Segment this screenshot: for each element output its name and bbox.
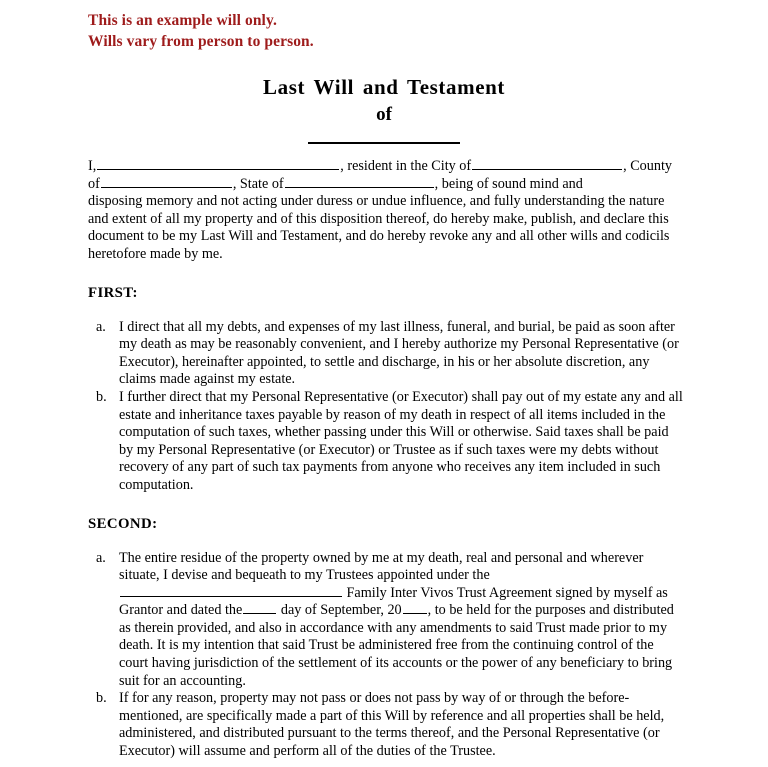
page-title: Last Will and Testament (263, 75, 505, 99)
list-item (88, 690, 686, 760)
list-item (88, 550, 686, 691)
testator-name-blank[interactable] (97, 158, 339, 170)
disclaimer-notice (88, 10, 314, 52)
list-item-text-part-4: , to be held for the purposes and distributed as therein provided, and also in accordance with any amendments to said Trust made prior to my death. It is my intention that said Trust be administered free from the continuing control of the court having jurisdiction of the settlement of its accounts or the power of any beneficiary to bring suit for an accounting. (119, 602, 674, 689)
list-item (88, 319, 686, 389)
preamble-after-city: , County (623, 158, 672, 174)
document-body (88, 158, 686, 761)
disclaimer-line-2: Wills vary from person to person. (88, 33, 314, 50)
disclaimer-line-1: This is an example will only. (88, 12, 277, 29)
spacer (88, 264, 686, 285)
list-marker: a. (96, 318, 106, 335)
title-block (0, 74, 768, 144)
spacer (88, 495, 686, 516)
title-of-word: of (376, 104, 392, 125)
list-item-text-part-1: The entire residue of the property owned by me at my death, real and personal and wherever situate, I devise and bequeath to my Trustees appointed under the (119, 549, 644, 584)
city-blank[interactable] (472, 158, 622, 170)
list-marker: b. (96, 388, 107, 405)
preamble-after-county: , State of (232, 175, 284, 192)
section-heading-first: FIRST: (88, 284, 138, 301)
list-item-text-part-2: Family Inter Vivos Trust Agreement signed by myself as Grantor and dated the (119, 584, 668, 619)
list-item-text: If for any reason, property may not pass or does not pass by way of or through the before-mentioned, are specifically made a part of this Will by reference and all properties shall be held, administered, and distributed pursuant to the terms thereof, and the Personal Representative (or Executor) will assume and perform all of the duties of the Trustee. (119, 690, 665, 760)
list-item-text-part-3: day of September, 20 (280, 602, 402, 619)
list-marker: a. (96, 549, 106, 566)
section-first-list (88, 319, 686, 495)
section-second-list (88, 550, 686, 761)
preamble-after-name: , resident in the City of (340, 158, 472, 174)
spacer (88, 533, 686, 550)
list-item-text: I direct that all my debts, and expenses of my last illness, funeral, and burial, be paid as soon after my death as may be reasonably convenient, and I hereby authorize my Personal Representative (or Executor), hereinafter appointed, to settle and discharge, in his or her absolute discretion, any claims made against my estate. (119, 318, 679, 388)
preamble-continuation: disposing memory and not acting under duress or undue influence, and fully understanding the nature and extent of all my property and of this disposition thereof, do hereby make, publish, and declare this document to be my Last Will and Testament, and do hereby revoke any and all other wills and codicils heretofore made by me. (88, 193, 670, 262)
list-item-text: I further direct that my Personal Representative (or Executor) shall pay out of my estate any and all estate and inheritance taxes payable by reason of my death in respect of all items included in the computation of such taxes, whether passing under this Will or otherwise. Said taxes shall be paid by my Personal Representative (or Executor) or Trustee as if such taxes were my debts without recovery of any part of such tax payments from anyone who receives any item included in such computation. (119, 388, 683, 493)
county-blank[interactable] (101, 176, 232, 188)
preamble-of-label: of (88, 175, 100, 192)
trust-name-blank[interactable] (120, 585, 342, 597)
section-heading-second: SECOND: (88, 515, 158, 532)
preamble-after-state: , being of sound mind and (434, 175, 583, 192)
list-marker: b. (96, 690, 107, 707)
preamble-lead-in: I, (88, 158, 97, 174)
year-blank[interactable] (403, 602, 427, 614)
list-item (88, 389, 686, 495)
testator-name-blank-rule[interactable] (308, 142, 460, 144)
preamble-paragraph (88, 158, 686, 264)
spacer (88, 302, 686, 319)
day-blank[interactable] (243, 602, 276, 614)
state-blank[interactable] (285, 176, 434, 188)
